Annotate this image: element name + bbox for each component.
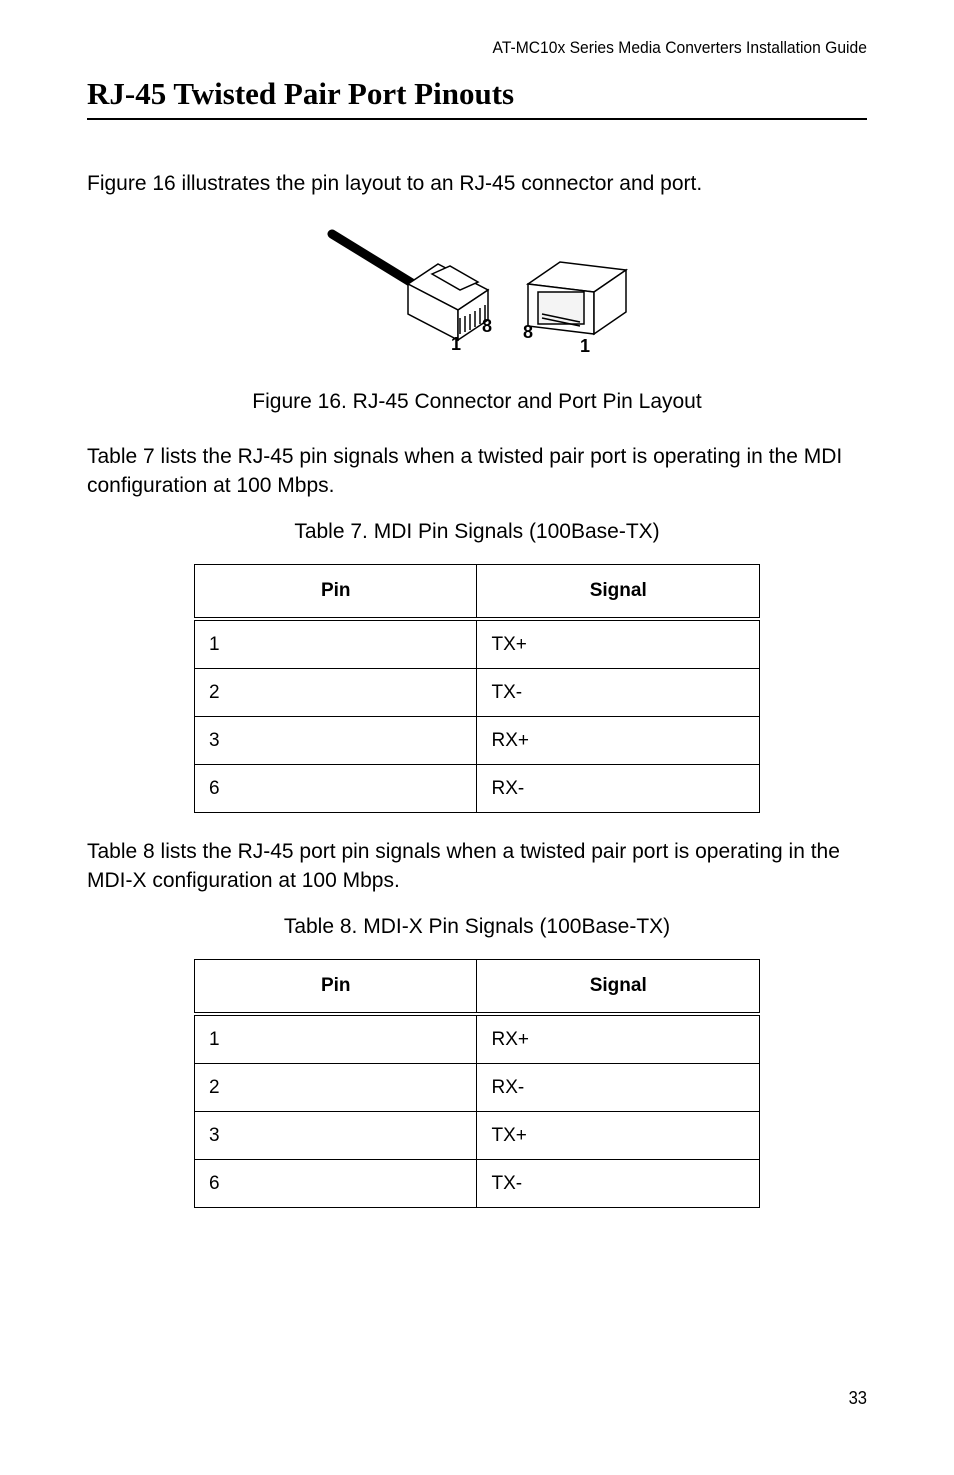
figure-caption: Figure 16. RJ-45 Connector and Port Pin Layout	[252, 390, 702, 413]
plug-pin-8-label: 8	[482, 316, 493, 336]
signal-cell: RX-	[477, 1064, 760, 1112]
table-row	[195, 1064, 760, 1112]
table-header-row	[195, 565, 760, 620]
table-row	[195, 619, 760, 669]
table-row	[195, 669, 760, 717]
table8-caption: Table 8. MDI-X Pin Signals (100Base-TX)	[283, 915, 671, 938]
mdi-x-pin-table	[194, 959, 760, 1208]
pin-cell: 6	[195, 765, 477, 813]
mdi-pin-table	[194, 564, 760, 813]
table-row	[195, 1014, 760, 1064]
table-header-row	[195, 960, 760, 1015]
pin-cell: 1	[195, 1014, 477, 1064]
rj45-plug-shape	[408, 264, 488, 340]
rj45-connector-port-illustration	[320, 226, 640, 366]
section-title: RJ-45 Twisted Pair Port Pinouts	[87, 76, 867, 120]
signal-cell: TX+	[477, 619, 760, 669]
signal-cell: TX-	[477, 669, 760, 717]
cable-shape	[332, 234, 420, 288]
rj45-port-shape	[528, 262, 626, 334]
pin-cell: 6	[195, 1160, 477, 1208]
port-pin-8-label: 8	[523, 322, 534, 342]
table8-intro: Table 8 lists the RJ-45 port pin signals when a twisted pair port is operating in the MDI-X configuration at 100 Mbps.	[87, 840, 840, 892]
rj45-figure	[320, 226, 640, 366]
signal-cell: RX+	[477, 1014, 760, 1064]
table7-intro: Table 7 lists the RJ-45 pin signals when a twisted pair port is operating in the MDI configuration at 100 Mbps.	[87, 445, 843, 497]
signal-cell: RX-	[477, 765, 760, 813]
plug-pin-1-label: 1	[451, 334, 462, 354]
table-row	[195, 1160, 760, 1208]
signal-cell: TX-	[477, 1160, 760, 1208]
table-row	[195, 1112, 760, 1160]
intro-paragraph: Figure 16 illustrates the pin layout to an RJ-45 connector and port.	[87, 172, 703, 195]
running-header: AT-MC10x Series Media Converters Installation Guide	[492, 38, 867, 57]
pin-column-header: Pin	[195, 960, 477, 1015]
pin-cell: 2	[195, 669, 477, 717]
pin-cell: 3	[195, 717, 477, 765]
signal-column-header: Signal	[477, 565, 760, 620]
pin-cell: 2	[195, 1064, 477, 1112]
table-row	[195, 765, 760, 813]
pin-column-header: Pin	[195, 565, 477, 620]
pin-cell: 1	[195, 619, 477, 669]
port-pin-1-label: 1	[580, 336, 591, 356]
table7-caption: Table 7. MDI Pin Signals (100Base-TX)	[294, 520, 660, 543]
signal-cell: TX+	[477, 1112, 760, 1160]
table-row	[195, 717, 760, 765]
page-number: 33	[848, 1388, 867, 1408]
signal-cell: RX+	[477, 717, 760, 765]
pin-cell: 3	[195, 1112, 477, 1160]
signal-column-header: Signal	[477, 960, 760, 1015]
